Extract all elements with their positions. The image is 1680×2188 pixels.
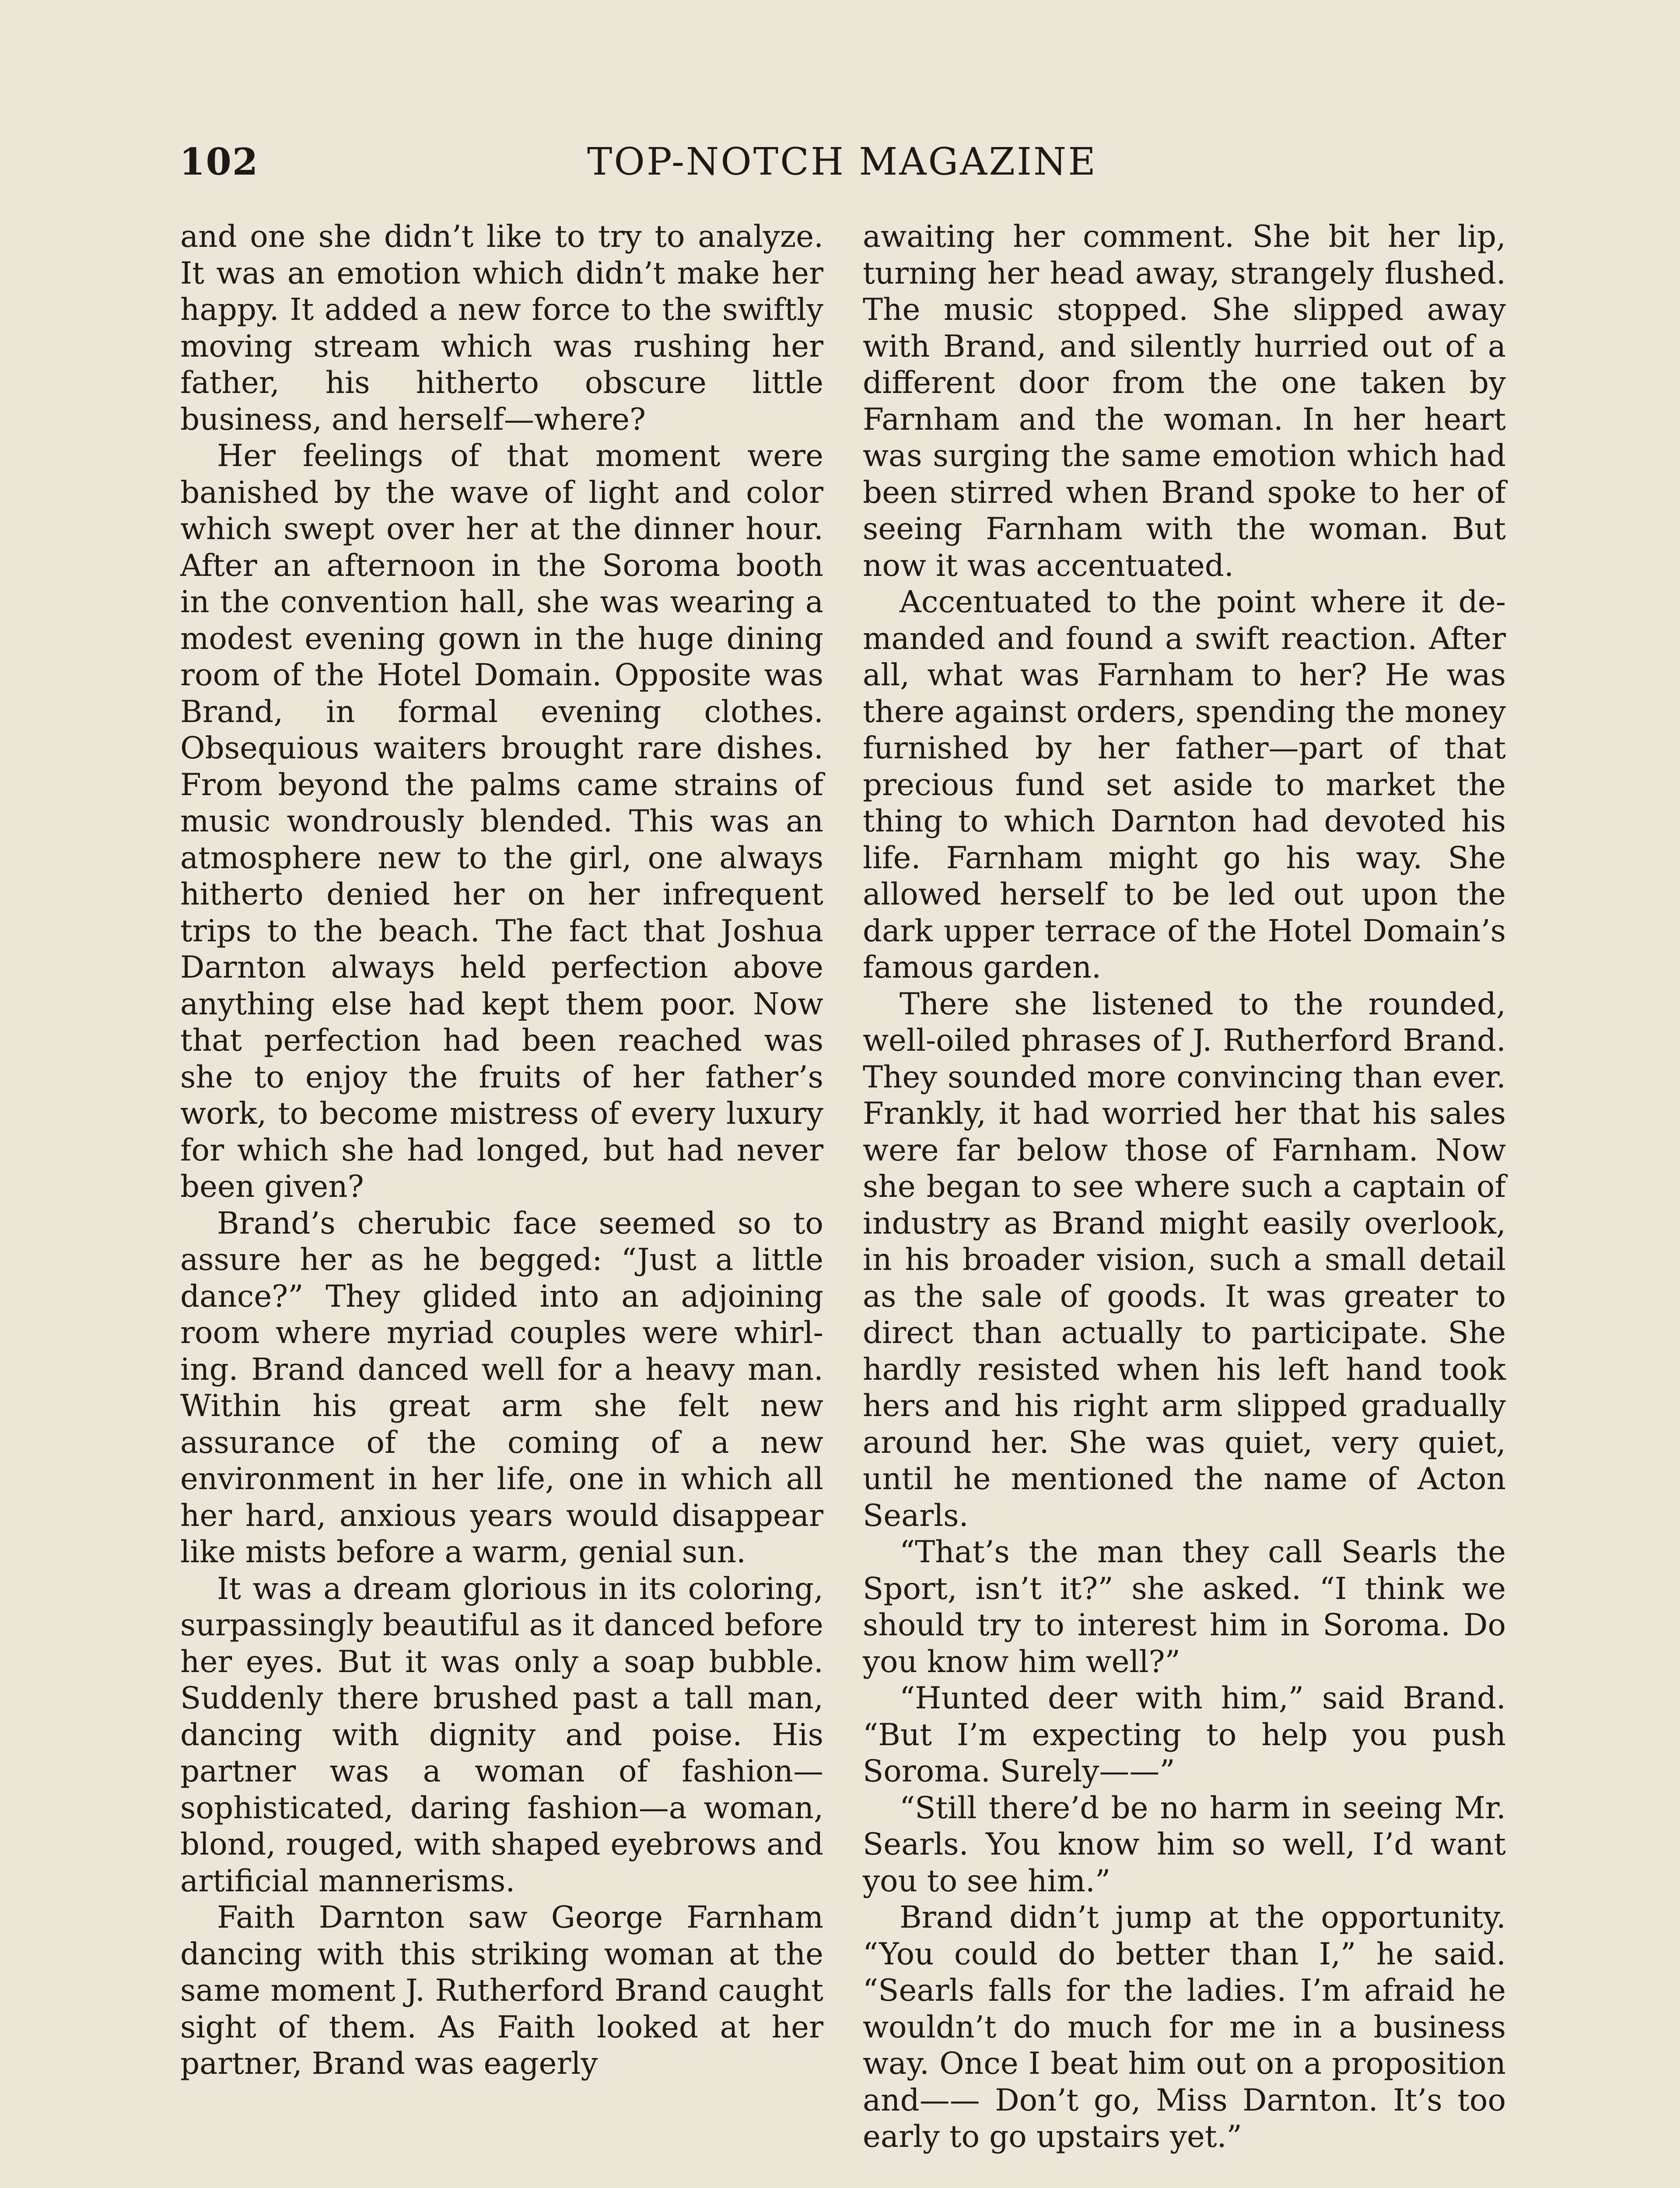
magazine-title: TOP-NOTCH MAGAZINE (587, 140, 1098, 184)
paragraph: “That’s the man they call Searls the Sport, isn’t it?” she asked. “I think we should try to interest him in Soroma. Do you know him well?” (863, 1535, 1506, 1680)
paragraph: “Hunted deer with him,” said Brand. “But I’m expecting to help you push Soroma. Surely——” (863, 1681, 1506, 1789)
left-column (180, 219, 823, 2083)
running-head (179, 140, 1505, 193)
paragraph: awaiting her comment. She bit her lip, turning her head away, strangely flushed. The music stopped. She slipped away with Brand, and silently hurried out of a different door from the one taken by Farnham and the woman. In her heart was surging the same emotion which had been stirred when Brand spoke to her of seeing Farnham with the woman. But now it was accentuated. (863, 219, 1506, 583)
paragraph: and one she didn’t like to try to analyze. It was an emotion which didn’t make her happy. It added a new force to the swiftly moving stream which was rushing her father, his hitherto obscure little business, and herself—where? (180, 219, 823, 437)
paragraph: “Still there’d be no harm in seeing Mr. Searls. You know him so well, I’d want you to see him.” (863, 1790, 1506, 1899)
paragraph: Her feelings of that moment were banished by the wave of light and color which swept over her at the dinner hour. After an afternoon in the Soroma booth in the convention hall, she was wearing a modest evening gown in the huge dining room of the Hotel Domain. Opposite was Brand, in formal evening clothes. Obsequious waiters brought rare dishes. From beyond the palms came strains of music wondrously blended. This was an atmosphere new to the girl, one always hitherto denied her on her infrequent trips to the beach. The fact that Joshua Darnton always held perfection above anything else had kept them poor. Now that perfection had been reached was she to enjoy the fruits of her father’s work, to become mistress of every luxury for which she had longed, but had never been given? (180, 438, 823, 1204)
paragraph: There she listened to the rounded, well-oiled phrases of J. Rutherford Brand. They sounded more convincing than ever. Frankly, it had worried her that his sales were far below those of Farnham. Now she began to see where such a captain of industry as Brand might easily overlook, in his broader vision, such a small detail as the sale of goods. It was greater to direct than actually to participate. She hardly resisted when his left hand took hers and his right arm slipped gradually around her. She was quiet, very quiet, until he mentioned the name of Acton Searls. (863, 986, 1506, 1533)
paragraph: Brand’s cherubic face seemed so to assure her as he begged: “Just a little dance?” They glided into an adjoining room where myriad couples were whirling. Brand danced well for a heavy man. Within his great arm she felt new assurance of the coming of a new environment in her life, one in which all her hard, anxious years would disappear like mists before a warm, genial sun. (180, 1206, 823, 1570)
page-number: 102 (179, 140, 259, 183)
right-column (863, 219, 1506, 2156)
paragraph: Faith Darnton saw George Farnham dancing with this striking woman at the same moment J. Rutherford Brand caught sight of them. As Faith looked at her partner, Brand was eagerly (180, 1900, 823, 2081)
paragraph: It was a dream glorious in its coloring, surpassingly beautiful as it danced before her eyes. But it was only a soap bubble. Suddenly there brushed past a tall man, dancing with dignity and poise. His partner was a woman of fashion—sophisticated, daring fashion—a woman, blond, rouged, with shaped eyebrows and artificial mannerisms. (180, 1571, 823, 1899)
paragraph: Accentuated to the point where it demanded and found a swift reaction. After all, what was Farnham to her? He was there against orders, spending the money furnished by her father—part of that precious fund set aside to market the thing to which Darnton had devoted his life. Farnham might go his way. She allowed herself to be led out upon the dark upper terrace of the Hotel Domain’s famous garden. (863, 585, 1506, 985)
paragraph: Brand didn’t jump at the opportunity. “You could do better than I,” he said. “Searls falls for the ladies. I’m afraid he wouldn’t do much for me in a business way. Once I beat him out on a proposition and—— Don’t go, Miss Darnton. It’s too early to go upstairs yet.” (863, 1900, 1506, 2154)
